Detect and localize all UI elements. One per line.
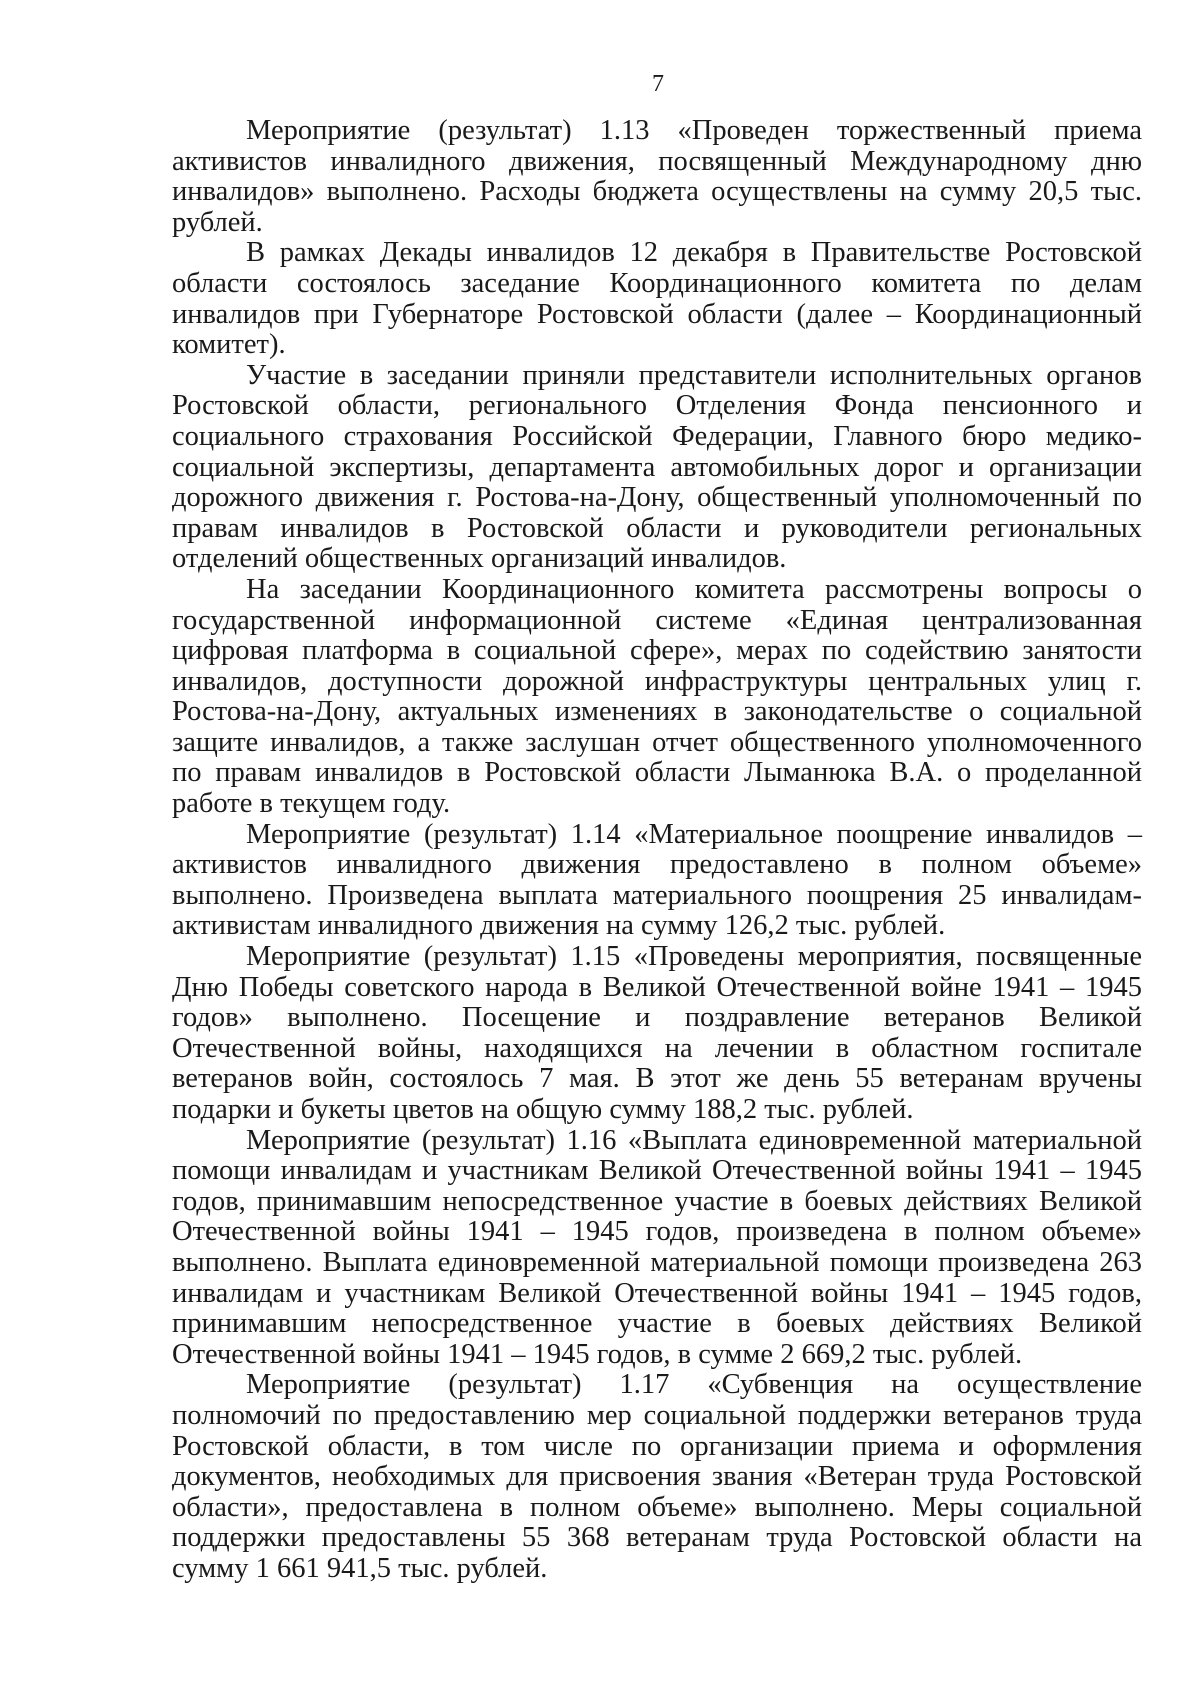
paragraph-measure-1-16: Мероприятие (результат) 1.16 «Выплата единовременной материальной помощи инвалидам и участникам Великой Отечественной войны 1941 – 1945 годов, принимавшим непосредственное участие в боевых действиях Великой Отечественной войны 1941 – 1945 годов, произведена в полном объеме» выполнено. Выплата единовременной материальной помощи произведена 263 инвалидам и участникам Великой Отечественной войны 1941 – 1945 годов, принимавшим непосредственное участие в боевых действиях Великой Отечественной войны 1941 – 1945 годов, в сумме 2 669,2 тыс. рублей. (172, 1124, 1142, 1370)
paragraph-meeting-participants: Участие в заседании приняли представители исполнительных органов Ростовской области, регионального Отделения Фонда пенсионного и социального страхования Российской Федерации, Главного бюро медико-социальной экспертизы, департамента автомобильных дорог и организации дорожного движения г. Ростова-на-Дону, общественный уполномоченный по правам инвалидов в Ростовской области и руководители региональных отделений общественных организаций инвалидов. (172, 359, 1142, 575)
page-number: 7 (652, 71, 664, 97)
document-body (172, 116, 1142, 1585)
paragraph-meeting-topics: На заседании Координационного комитета рассмотрены вопросы о государственной информационной системе «Единая централизованная цифровая платформа в социальной сфере», мерах по содействию занятости инвалидов, доступности дорожной инфраструктуры центральных улиц г. Ростова-на-Дону, актуальных изменениях в законодательстве о социальной защите инвалидов, а также заслушан отчет общественного уполномоченного по правам инвалидов в Ростовской области Лыманюка В.А. о проделанной работе в текущем году. (172, 573, 1142, 820)
paragraph-measure-1-13: Мероприятие (результат) 1.13 «Проведен торжественный приема активистов инвалидного движения, посвященный Международному дню инвалидов» выполнено. Расходы бюджета осуществлены на сумму 20,5 тыс. рублей. (172, 115, 1142, 238)
paragraph-measure-1-17: Мероприятие (результат) 1.17 «Субвенция на осуществление полномочий по предоставлению мер социальной поддержки ветеранов труда Ростовской области, в том числе по организации приема и оформления документов, необходимых для присвоения звания «Ветеран труда Ростовской области», предоставлена в полном объеме» выполнено. Меры социальной поддержки предоставлены 55 368 ветеранам труда Ростовской области на сумму 1 661 941,5 тыс. рублей. (172, 1369, 1142, 1584)
paragraph-measure-1-15: Мероприятие (результат) 1.15 «Проведены мероприятия, посвященные Дню Победы советского народа в Великой Отечественной войне 1941 – 1945 годов» выполнено. Посещение и поздравление ветеранов Великой Отечественной войны, находящихся на лечении в областном госпитале ветеранов войн, состоялось 7 мая. В этот же день 55 ветеранам вручены подарки и букеты цветов на общую сумму 188,2 тыс. рублей. (172, 941, 1142, 1125)
paragraph-decade-of-disabled: В рамках Декады инвалидов 12 декабря в Правительстве Ростовской области состоялось заседание Координационного комитета по делам инвалидов при Губернаторе Ростовской области (далее – Координационный комитет). (172, 237, 1142, 361)
paragraph-measure-1-14: Мероприятие (результат) 1.14 «Материальное поощрение инвалидов – активистов инвалидного движения предоставлено в полном объеме» выполнено. Произведена выплата материального поощрения 25 инвалидам-активистам инвалидного движения на сумму 126,2 тыс. рублей. (172, 818, 1142, 942)
